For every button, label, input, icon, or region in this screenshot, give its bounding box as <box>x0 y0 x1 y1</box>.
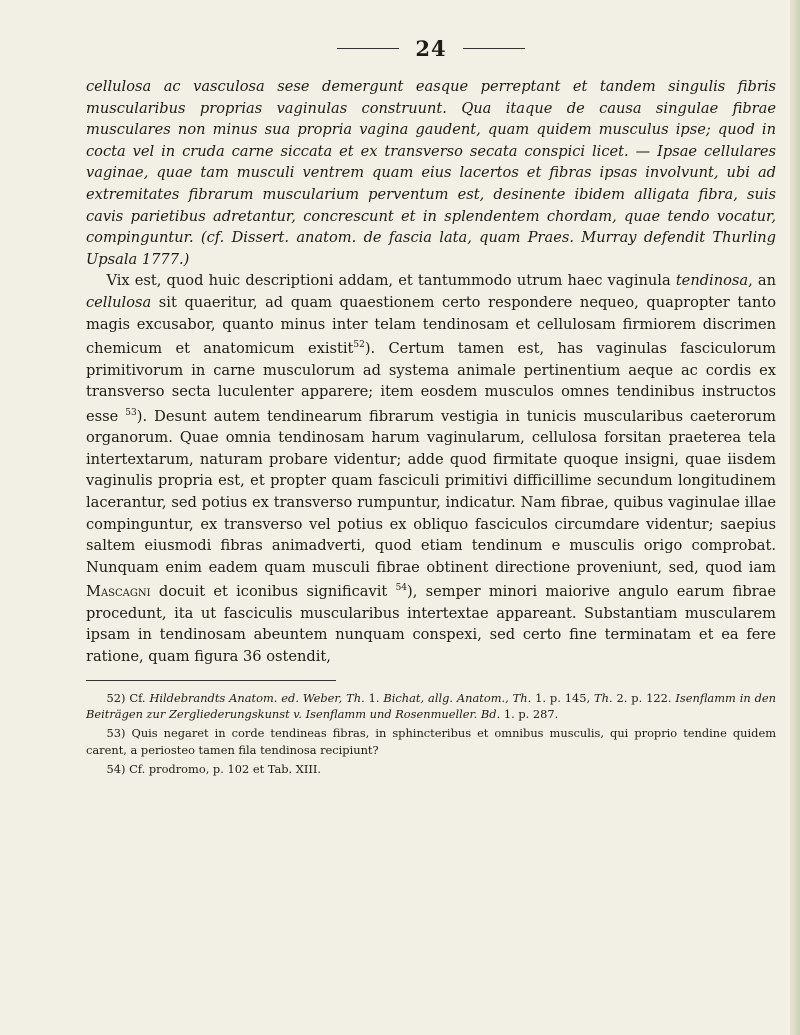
header-rule-left <box>337 48 399 49</box>
emphasis-text: tendinosa <box>675 272 749 290</box>
italic-paragraph: cellulosa ac vasculosa sese demergunt easque perreptant et tandem singulis fibris muscularibus proprias vaginulas construunt. Qua itaque de causa singulae fibrae musculares non minus sua propria vagina gaudent, quam quidem musculus ipse; quod in cocta vel in cruda carne siccata et ex transverso secata conspici licet. — Ipsae cellulares vaginae, quae tam musculi ventrem quam eius lacertos et fibras ipsas involvunt, ubi ad extremitates fibrarum muscularium perventum est, desinente ibidem alligata fibra, suis cavis parietibus adretantur, concrescunt et in splendentem chordam, quae tendo vocatur, compinguntur. (cf. Dissert. anatom. de fascia lata, quam Praes. Murray defendit Thurling Upsala 1777.) <box>86 78 776 268</box>
page-edge <box>790 0 800 1035</box>
page-number: 24 <box>415 35 447 61</box>
footnote-divider <box>86 680 336 681</box>
footnote-52 <box>86 690 776 724</box>
footnote-ref: 53 <box>125 407 137 418</box>
footnote-text: 2. p. 122. <box>612 690 676 705</box>
book-page <box>86 30 776 780</box>
text-segment: Vix est, quod huic descriptioni addam, et tantummodo utrum haec vaginula <box>106 272 676 290</box>
text-segment: ). Desunt autem tendinearum fibrarum vestigia in tunicis muscularibus caeterorum organorum. Quae omnia tendinosam harum vaginularum, cellulosa forsitan praeterea tela intertextarum, naturam probare videntur; adde quod firmitate quoque insigni, quae iisdem vaginulis propria est, et propter quam fasciculi primitivi difficillime secundum longitudinem lacerantur, sed potius ex transverso rumpuntur, indicatur. Nam fibrae, quibus vaginulae illae compinguntur, ex transverso vel potius ex obliquo fasciculos circumdare videntur; saepius saltem eiusmodi fibras animadverti, quod etiam tendinum e musculis origo comprobat. Nunquam enim eadem quam musculi fibrae obtinent directione proveniunt, sed, quod iam <box>86 407 776 576</box>
footnote-text: 1. p. 287. <box>500 707 559 722</box>
footnote-text: 1. <box>364 690 384 705</box>
text-segment: ). Certum tamen est, has vaginulas fasciculorum primitivorum in carne musculorum ad systema animale pertinentium aeque ac cordis ex transverso secta luculenter apparere; item eosdem musculos omnes tendinibus instructos esse <box>86 339 776 425</box>
footnote-53: 53) Quis negaret in corde tendineas fibras, in sphincteribus et omnibus musculis, qui proprio tendine quidem carent, a periosteo tamen fila tendinosa recipiunt? <box>86 726 776 757</box>
citation-italic: Th. <box>594 690 613 705</box>
footnote-text: 52) Cf. <box>106 690 150 705</box>
footnote-54: 54) Cf. prodromo, p. 102 et Tab. XIII. <box>106 761 322 776</box>
text-segment: ), semper minori maiorive angulo earum fibrae procedunt, ita ut fasciculis muscularibus intertextae appareant. Substantiam muscularem ipsam in tendinosam abeuntem nunquam conspexi, sed certo fine terminatam et ea fere ratione, quam figura 36 ostendit, <box>86 583 776 666</box>
text-segment: docuit et iconibus significavit <box>150 583 396 601</box>
text-segment: , an <box>748 272 776 290</box>
author-name: Mascagni <box>86 583 151 601</box>
footnote-ref: 52 <box>353 340 365 351</box>
text-segment: sit quaeritur, ad quam quaestionem certo respondere nequeo, quapropter tanto magis excusabor, quanto minus inter telam tendinosam et cellulosam firmiorem discrimen chemicum et anatomicum existit <box>86 293 776 357</box>
page-header <box>86 30 776 66</box>
citation-italic: Bichat, allg. Anatom., Th. <box>383 690 532 705</box>
footnote-text: 1. p. 145, <box>531 690 595 705</box>
citation-italic: Isenflamm in den Beiträgen zur Zergliederungskunst v. Isenflamm und Rosenmueller. Bd. <box>86 690 776 722</box>
header-rule-right <box>463 48 525 49</box>
emphasis-text: cellulosa <box>86 293 152 311</box>
main-paragraph <box>86 270 776 667</box>
footnote-ref: 54 <box>395 583 408 594</box>
citation-italic: Hildebrandts Anatom. ed. Weber, Th. <box>149 690 365 705</box>
